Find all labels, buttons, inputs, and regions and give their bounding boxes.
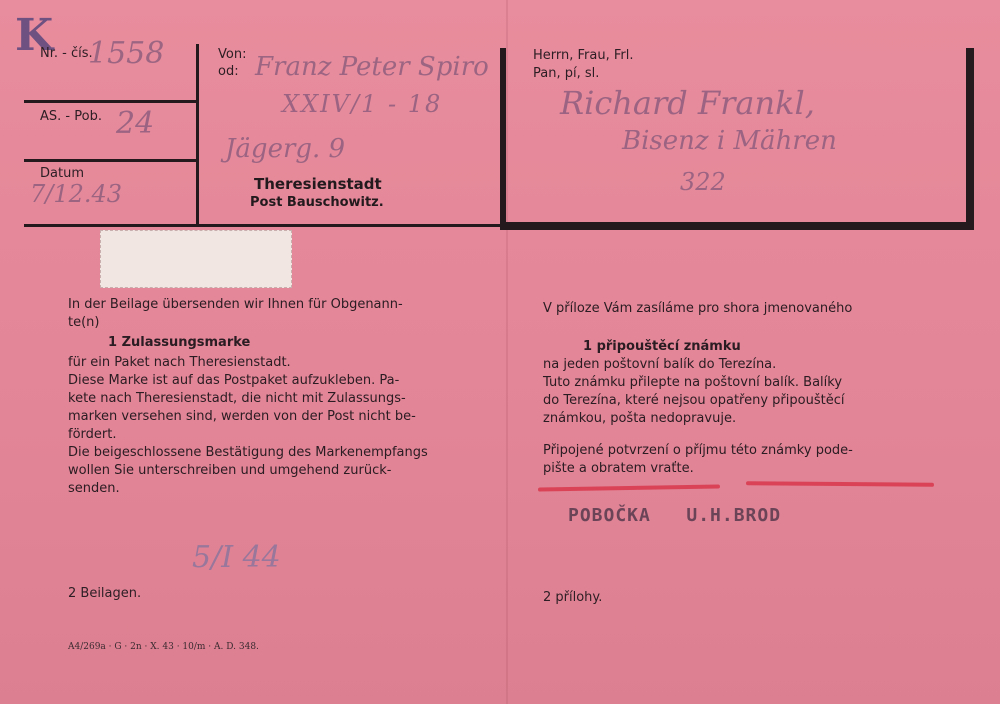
german-intro-line1: In der Beilage übersenden wir Ihnen für Obgenann-	[68, 297, 403, 312]
german-body-line: für ein Paket nach Theresienstadt.	[68, 355, 291, 370]
left-box-vertical-line	[196, 44, 199, 226]
post-office-stamp: POBOČKA U.H.BROD	[568, 505, 782, 526]
datum-label: Datum	[40, 166, 84, 181]
as-value: 24	[116, 106, 155, 141]
stamp-remnant-strip	[100, 230, 292, 288]
czech-confirm-line: Připojené potvrzení o příjmu této známky pode-	[543, 443, 853, 458]
german-body-line: fördert.	[68, 427, 117, 442]
german-enclosures: 2 Beilagen.	[68, 586, 142, 601]
nr-value: 1558	[88, 36, 165, 71]
as-divider	[24, 159, 196, 162]
datum-value: 7/12.43	[30, 180, 123, 208]
german-body-line: Die beigeschlossene Bestätigung des Markenempfangs	[68, 445, 428, 460]
recipient-box-right-line	[966, 48, 974, 230]
sender-place: Theresienstadt	[254, 175, 382, 193]
red-underline-left	[538, 484, 720, 491]
czech-body-line: Tuto známku přilepte na poštovní balík. Balíky	[543, 375, 843, 390]
sender-post: Post Bauschowitz.	[250, 195, 384, 210]
czech-body-line: známkou, pošta nedopravuje.	[543, 411, 737, 426]
czech-intro-line: V příloze Vám zasíláme pro shora jmenovaného	[543, 301, 853, 316]
fold-crease	[506, 0, 508, 704]
german-body-line: Diese Marke ist auf das Postpaket aufzukleben. Pa-	[68, 373, 400, 388]
german-body-line: wollen Sie unterschreiben und umgehend zurück-	[68, 463, 392, 478]
german-text	[68, 296, 498, 498]
recipient-city: Bisenz i Mähren	[622, 126, 837, 156]
czech-title: 1 připouštěcí známku	[583, 339, 741, 354]
nr-label: Nr. - čís.	[40, 46, 93, 61]
sender-street: Jägerg. 9	[225, 134, 346, 164]
german-intro-line2: te(n)	[68, 315, 100, 330]
german-body-line: marken versehen sind, werden von der Post nicht be-	[68, 409, 416, 424]
von-label: Von:	[218, 47, 247, 62]
as-label: AS. - Pob.	[40, 109, 102, 124]
od-label: od:	[218, 64, 239, 79]
recipient-label-cz: Pan, pí, sl.	[533, 66, 600, 81]
czech-text	[543, 300, 953, 478]
recipient-box-left-line	[500, 48, 506, 230]
red-underline-right	[746, 481, 934, 487]
czech-body-line: na jeden poštovní balík do Terezína.	[543, 357, 777, 372]
nr-divider	[24, 100, 196, 103]
print-code: A4/269a · G · 2n · X. 43 · 10/m · A. D. 348.	[68, 642, 259, 652]
sender-name: Franz Peter Spiro	[255, 52, 489, 82]
recipient-box-bottom-line	[500, 222, 974, 230]
czech-confirm-line: pište a obratem vraťte.	[543, 461, 694, 476]
recipient-name: Richard Frankl,	[560, 84, 815, 122]
czech-enclosures: 2 přílohy.	[543, 590, 603, 605]
recipient-label-de: Herrn, Frau, Frl.	[533, 48, 634, 63]
german-body-line: senden.	[68, 481, 120, 496]
k-stamp-letter: K	[15, 10, 54, 61]
german-title: 1 Zulassungsmarke	[108, 335, 251, 350]
handwritten-date: 5/I 44	[192, 540, 281, 575]
header-bottom-line	[24, 224, 500, 227]
recipient-number: 322	[680, 168, 726, 196]
german-body-line: kete nach Theresienstadt, die nicht mit Zulassungs-	[68, 391, 406, 406]
sender-address-line: XXIV/1 - 18	[282, 90, 443, 118]
czech-body-line: do Terezína, které nejsou opatřeny připouštěcí	[543, 393, 845, 408]
